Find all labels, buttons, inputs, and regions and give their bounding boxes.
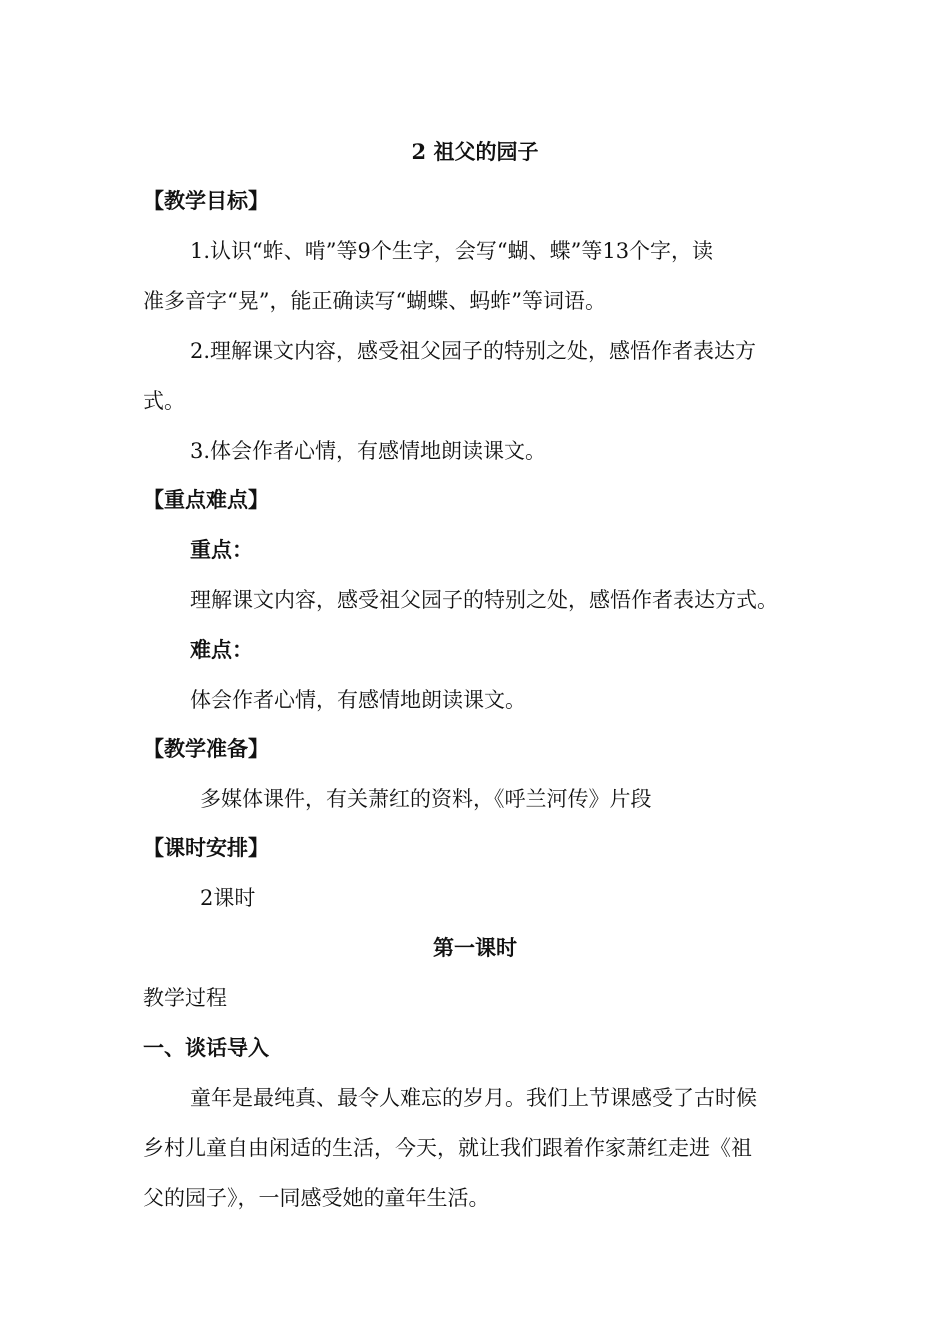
goal-3: 3.体会作者心情，有感情地朗读课文。 — [190, 439, 547, 463]
lesson-title: 第一课时 — [433, 935, 517, 960]
schedule-heading: 【课时安排】 — [143, 835, 269, 860]
difficulty-label: 难点： — [190, 637, 253, 662]
preparation-heading: 【教学准备】 — [143, 736, 269, 761]
schedule-text: 2课时 — [200, 886, 256, 910]
part-1-line-1: 童年是最纯真、最令人难忘的岁月。我们上节课感受了古时候 — [190, 1086, 757, 1110]
difficulty-text: 体会作者心情，有感情地朗读课文。 — [190, 688, 526, 712]
goal-2-line-2: 式。 — [143, 389, 185, 413]
key-point-text: 理解课文内容，感受祖父园子的特别之处，感悟作者表达方式。 — [190, 588, 778, 612]
part-1-line-3: 父的园子》，一同感受她的童年生活。 — [143, 1186, 490, 1210]
document-title: 2 祖父的园子 — [411, 139, 539, 164]
goal-2-line-1: 2.理解课文内容，感受祖父园子的特别之处，感悟作者表达方 — [190, 339, 757, 363]
key-point-label: 重点： — [190, 537, 253, 562]
goal-1-line-1: 1.认识“蚱、啃”等9个生字，会写“蝴、蝶”等13个字，读 — [190, 239, 714, 263]
goal-1-line-2: 准多音字“晃”，能正确读写“蝴蝶、蚂蚱”等词语。 — [143, 289, 606, 313]
part-1-line-2: 乡村儿童自由闲适的生活，今天，就让我们跟着作家萧红走进《祖 — [143, 1136, 752, 1160]
key-points-heading: 【重点难点】 — [143, 487, 269, 512]
part-1-heading: 一、谈话导入 — [143, 1035, 269, 1060]
goals-heading: 【教学目标】 — [143, 188, 269, 213]
preparation-text: 多媒体课件，有关萧红的资料，《呼兰河传》片段 — [200, 787, 652, 811]
process-label: 教学过程 — [143, 986, 227, 1010]
